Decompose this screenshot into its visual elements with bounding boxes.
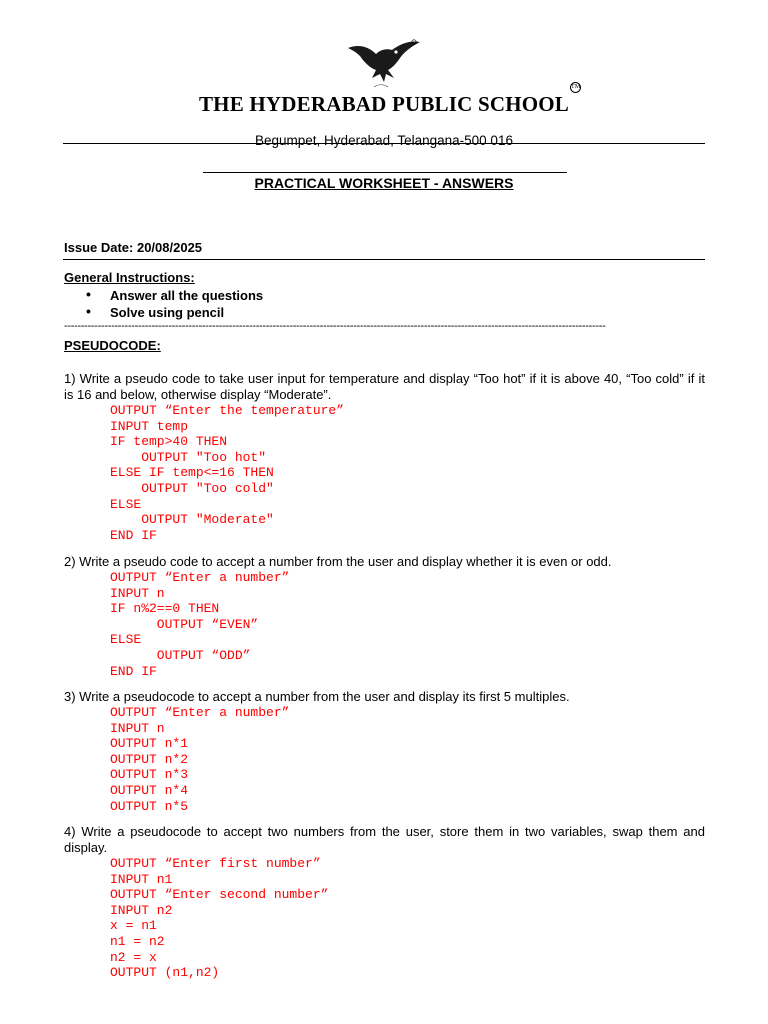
code-line: OUTPUT "Too cold" — [110, 480, 274, 496]
code-line: END IF — [110, 663, 157, 679]
title-overline — [203, 172, 567, 173]
instructions-heading: General Instructions: — [64, 270, 195, 285]
instruction-item: • Answer all the questions — [86, 287, 263, 304]
code-line: OUTPUT “Enter the temperature” — [110, 403, 345, 418]
section-title: PSEUDOCODE: — [64, 338, 161, 353]
code-line: IF temp>40 THEN — [110, 434, 228, 450]
eagle-icon — [344, 38, 424, 90]
code-line: OUTPUT “Enter second number” — [110, 887, 329, 903]
code-line: IF n%2==0 THEN — [110, 601, 220, 617]
code-line: INPUT temp — [110, 418, 189, 434]
code-line: ELSE — [110, 632, 142, 648]
instructions-list — [86, 287, 263, 321]
code-line: OUTPUT n*2 — [110, 751, 189, 767]
question-3: 3) Write a pseudocode to accept a number from the user and display its first 5 multiples. — [64, 689, 570, 704]
answer-code-3 — [110, 705, 289, 814]
code-line: INPUT n1 — [110, 871, 173, 887]
code-line: OUTPUT n*1 — [110, 736, 189, 752]
question-1: 1) Write a pseudo code to take user input for temperature and display “Too hot” if it is above 40, “Too cold” if it is 16 and below, otherwise display “Moderate”. — [64, 371, 705, 402]
code-line: OUTPUT “Enter first number” — [110, 856, 321, 871]
school-address: Begumpet, Hyderabad, Telangana-500 016 — [255, 133, 513, 148]
answer-code-4 — [110, 856, 328, 981]
code-line: n2 = x — [110, 949, 157, 965]
code-line: n1 = n2 — [110, 933, 165, 949]
code-line: OUTPUT (n1,n2) — [110, 965, 220, 981]
code-line: OUTPUT n*3 — [110, 767, 189, 783]
code-line: END IF — [110, 527, 157, 543]
answer-code-1 — [110, 403, 344, 543]
trademark-badge: TM — [570, 82, 581, 93]
dashed-divider: ----------------------------------------------------------------------------------------------------------------------------------------------------------------- — [64, 320, 606, 332]
instruction-item: • Solve using pencil — [86, 304, 263, 321]
code-line: INPUT n — [110, 585, 165, 601]
code-line: ELSE IF temp<=16 THEN — [110, 465, 274, 481]
code-line: OUTPUT "Too hot" — [110, 449, 267, 465]
issue-date: Issue Date: 20/08/2025 — [64, 240, 203, 255]
code-line: INPUT n — [110, 720, 165, 736]
code-line: OUTPUT "Moderate" — [110, 512, 274, 528]
code-line: INPUT n2 — [110, 902, 173, 918]
code-line: OUTPUT n*4 — [110, 782, 189, 798]
code-line: x = n1 — [110, 918, 157, 934]
code-line: OUTPUT “EVEN” — [110, 616, 259, 632]
code-line: OUTPUT “Enter a number” — [110, 705, 290, 720]
school-header — [0, 0, 768, 148]
question-4: 4) Write a pseudocode to accept two numbers from the user, store them in two variables, swap them and display. — [64, 824, 705, 855]
answer-code-2 — [110, 570, 289, 679]
question-2: 2) Write a pseudo code to accept a number from the user and display whether it is even or odd. — [64, 554, 612, 569]
code-line: OUTPUT n*5 — [110, 798, 189, 814]
header-divider — [63, 143, 705, 144]
school-name: THE HYDERABAD PUBLIC SCHOOL TM — [198, 84, 581, 116]
worksheet-title: PRACTICAL WORKSHEET - ANSWERS — [254, 175, 514, 191]
issue-divider — [63, 259, 705, 260]
code-line: OUTPUT “Enter a number” — [110, 570, 290, 585]
code-line: OUTPUT “ODD” — [110, 647, 251, 663]
code-line: ELSE — [110, 496, 142, 512]
